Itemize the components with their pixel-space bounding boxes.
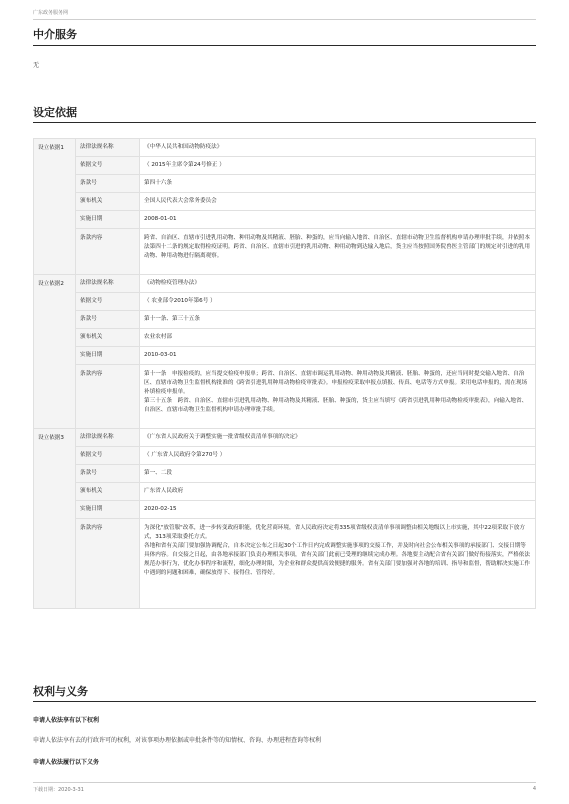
- section-rule-intermediary: [33, 45, 536, 46]
- row-label: 颁布机关: [76, 329, 140, 347]
- section-rule-rights: [33, 701, 536, 702]
- row-label: 颁布机关: [76, 193, 140, 211]
- duties-subtitle: 申请人依法履行以下义务: [33, 759, 100, 766]
- row-value: 第十一条 申报检疫的，应当提交检疫申报单；跨省、自治区、直辖市调运乳用动物、种用动物及其精液、胚胎、种蛋的，还应当同时提交输入地省、自治区、直辖市动物卫生监督机构批准的《跨省引进乳用种用动物检疫审批表》。申报检疫采取申报点填报、传真、电话等方式申报。采用电话申报的，需在现场补填检疫申报单。 第三十五条 跨省、自治区、直辖市引进乳用动物、种用动物及其精液、胚胎、种蛋的，货主应当填写《跨省引进乳用种用动物检疫审批表》，向输入地省、自治区、直辖市动物卫生监督机构申请办理审批手续。: [140, 365, 536, 429]
- row-value: （ 广东省人民政府令第270号 ）: [140, 447, 536, 465]
- table-row: [34, 139, 536, 157]
- row-value: 第四十六条: [140, 175, 536, 193]
- row-value: 农业农村部: [140, 329, 536, 347]
- row-label: 法律法规名称: [76, 275, 140, 293]
- row-label: 法律法规名称: [76, 429, 140, 447]
- row-label: 条款号: [76, 175, 140, 193]
- row-label: 依据文号: [76, 293, 140, 311]
- rights-subtitle: 申请人依法享有以下权利: [33, 717, 100, 724]
- rights-text: 申请人依法享有去的行政许可的权利，对该事项办理依据或申批条件等的知情权、咨询、办理进程查询等权利: [33, 737, 322, 744]
- table-row: [34, 275, 536, 293]
- table-row: [34, 293, 536, 311]
- table-row: [34, 365, 536, 429]
- row-value: 2008-01-01: [140, 211, 536, 229]
- row-value: 《中华人民共和国动物防疫法》: [140, 139, 536, 157]
- row-value: 《广东省人民政府关于调整实施一批省级权责清单事项的决定》: [140, 429, 536, 447]
- table-row: [34, 429, 536, 447]
- section-title-rights: 权利与义务: [33, 685, 88, 698]
- row-label: 颁布机关: [76, 483, 140, 501]
- row-label: 条款号: [76, 311, 140, 329]
- row-label: 实施日期: [76, 501, 140, 519]
- row-value: 为深化"放管服"改革，进一步转变政府职能，优化营商环境，省人民政府决定将335项省级权责清单事项调整由相关地级以上市实施，其中22项采取下放方式，313项采取委托方式。 各地和省有关部门要加强协调配合，自本决定公布之日起30个工作日内完成调整实施事项的交接工作，并及时向社会公布相关事项的承接部门、交接日期等具体内容。自交接之日起，由各地承接部门负责办理相关事项，省有关部门此前已受理的继续完成办理。各地要主动配合省有关部门做好衔接落实，严格依法规范办事行为，优化办事程序和流程，细化办理时限，为企业和群众提供高效便捷的服务。省有关部门要加强对各地的培训、指导和监督，帮助解决实施工作中遇到的问题和困难，确保放得下、接得住、管得好。: [140, 519, 536, 609]
- table-row: [34, 193, 536, 211]
- row-value: 全国人民代表大会常务委员会: [140, 193, 536, 211]
- table-row: [34, 229, 536, 275]
- table-row: [34, 519, 536, 609]
- section-title-intermediary: 中介服务: [33, 28, 77, 41]
- table-row: [34, 211, 536, 229]
- row-value: 《动物检疫管理办法》: [140, 275, 536, 293]
- download-date: 下载日期：2020-3-31: [33, 787, 84, 793]
- table-row: [34, 447, 536, 465]
- row-label: 实施日期: [76, 211, 140, 229]
- basis-group-name: 设立依据1: [34, 139, 76, 275]
- row-label: 法律法规名称: [76, 139, 140, 157]
- basis-table: [33, 138, 536, 609]
- row-label: 依据文号: [76, 157, 140, 175]
- row-label: 条款内容: [76, 519, 140, 609]
- section-title-basis: 设定依据: [33, 106, 77, 119]
- table-row: [34, 465, 536, 483]
- basis-group-name: 设立依据3: [34, 429, 76, 609]
- row-label: 条款内容: [76, 365, 140, 429]
- row-value: 广东省人民政府: [140, 483, 536, 501]
- table-row: [34, 483, 536, 501]
- row-value: （ 农业部令2010年第6号 ）: [140, 293, 536, 311]
- site-header-name: 广东政务服务网: [33, 10, 69, 16]
- table-row: [34, 175, 536, 193]
- row-label: 条款号: [76, 465, 140, 483]
- basis-group-name: 设立依据2: [34, 275, 76, 429]
- row-label: 依据文号: [76, 447, 140, 465]
- table-row: [34, 157, 536, 175]
- footer-divider: [33, 782, 536, 783]
- section-rule-basis: [33, 122, 536, 123]
- row-label: 条款内容: [76, 229, 140, 275]
- row-value: 第一、二段: [140, 465, 536, 483]
- table-row: [34, 501, 536, 519]
- table-row: [34, 329, 536, 347]
- table-row: [34, 347, 536, 365]
- row-value: 2020-02-15: [140, 501, 536, 519]
- table-row: [34, 311, 536, 329]
- row-value: 跨省、自治区、直辖市引进乳用动物、种用动物及其精液、胚胎、种蛋的，应当向输入地省、自治区、直辖市动物卫生监督机构申请办理审批手续，并依照本法第四十二条的规定取得检疫证明。跨省、自治区、直辖市引进的乳用动物、种用动物到达输入地后，货主应当按照国务院兽医主管部门的规定对引进的乳用动物、种用动物进行隔离观察。: [140, 229, 536, 275]
- header-divider: [33, 19, 536, 20]
- page-number: 4: [532, 786, 536, 792]
- row-value: 第十一条、第三十五条: [140, 311, 536, 329]
- intermediary-content: 无: [33, 62, 40, 69]
- row-value: 2010-03-01: [140, 347, 536, 365]
- row-value: （ 2015年主席令第24号修正 ）: [140, 157, 536, 175]
- row-label: 实施日期: [76, 347, 140, 365]
